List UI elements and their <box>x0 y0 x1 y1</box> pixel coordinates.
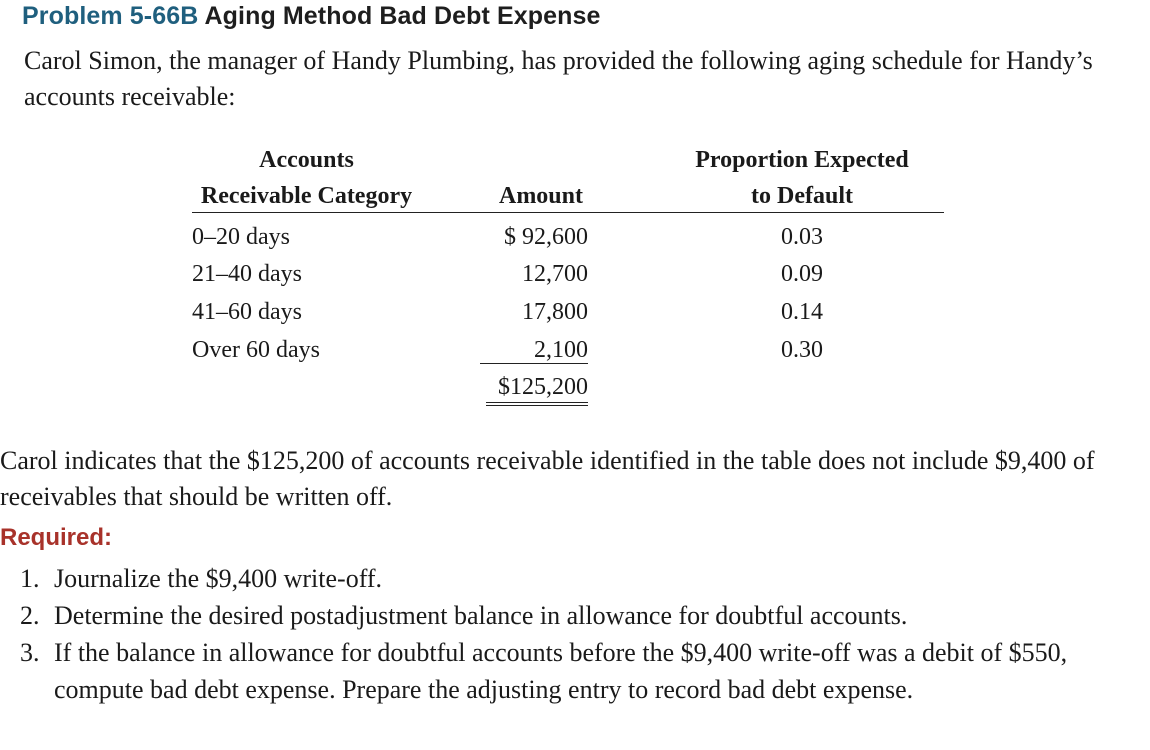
intro-text: Carol Simon, the manager of Handy Plumbing, has provided the following aging schedule for Handy’s accounts receivable: <box>24 46 1093 111</box>
writeoff-paragraph: Carol indicates that the $125,200 of accounts receivable identified in the table does not include $9,400 of receivables that should be written off. <box>0 446 1095 511</box>
required-item-text: Journalize the $9,400 write-off. <box>54 564 383 593</box>
header-rule <box>192 212 944 213</box>
required-item-number: 3. <box>20 638 40 667</box>
row-category: 41–60 days <box>192 299 302 325</box>
header-category-line2: Receivable Category <box>200 183 413 209</box>
required-item <box>20 634 1130 708</box>
required-label: Required: <box>0 524 113 551</box>
row-proportion: 0.09 <box>781 261 823 287</box>
header-proportion-line2: to Default <box>751 183 853 209</box>
row-proportion: 0.03 <box>781 224 823 250</box>
problem-number: Problem 5-66B <box>22 2 199 30</box>
required-item-text: Determine the desired postadjustment balance in allowance for doubtful accounts. <box>54 601 908 630</box>
row-category: Over 60 days <box>192 337 320 363</box>
problem-title <box>22 2 600 31</box>
required-item-text: If the balance in allowance for doubtful accounts before the $9,400 write-off was a debit of $550, compute bad debt expense. Prepare the adjusting entry to record bad debt expense. <box>54 638 1068 704</box>
row-amount: $ 92,600 <box>504 224 588 250</box>
required-list <box>20 560 1130 708</box>
header-proportion <box>682 142 922 214</box>
header-category-line1: Accounts <box>259 147 354 173</box>
aging-schedule-table <box>192 140 944 420</box>
row-category: 21–40 days <box>192 261 302 287</box>
header-category <box>192 142 421 214</box>
row-amount: 17,800 <box>522 299 588 325</box>
row-proportion: 0.30 <box>781 337 823 363</box>
total-amount: $125,200 <box>486 372 588 406</box>
problem-heading: Aging Method Bad Debt Expense <box>204 2 601 30</box>
required-item <box>20 560 1130 597</box>
header-proportion-line1: Proportion Expected <box>695 147 909 173</box>
row-category: 0–20 days <box>192 224 290 250</box>
row-amount-value: 2,100 <box>480 337 588 364</box>
required-item-number: 1. <box>20 564 40 593</box>
row-amount <box>446 335 588 365</box>
row-amount: 12,700 <box>522 261 588 287</box>
required-item <box>20 597 1130 634</box>
header-amount: Amount <box>498 183 583 209</box>
required-item-number: 2. <box>20 601 40 630</box>
row-proportion: 0.14 <box>781 299 823 325</box>
